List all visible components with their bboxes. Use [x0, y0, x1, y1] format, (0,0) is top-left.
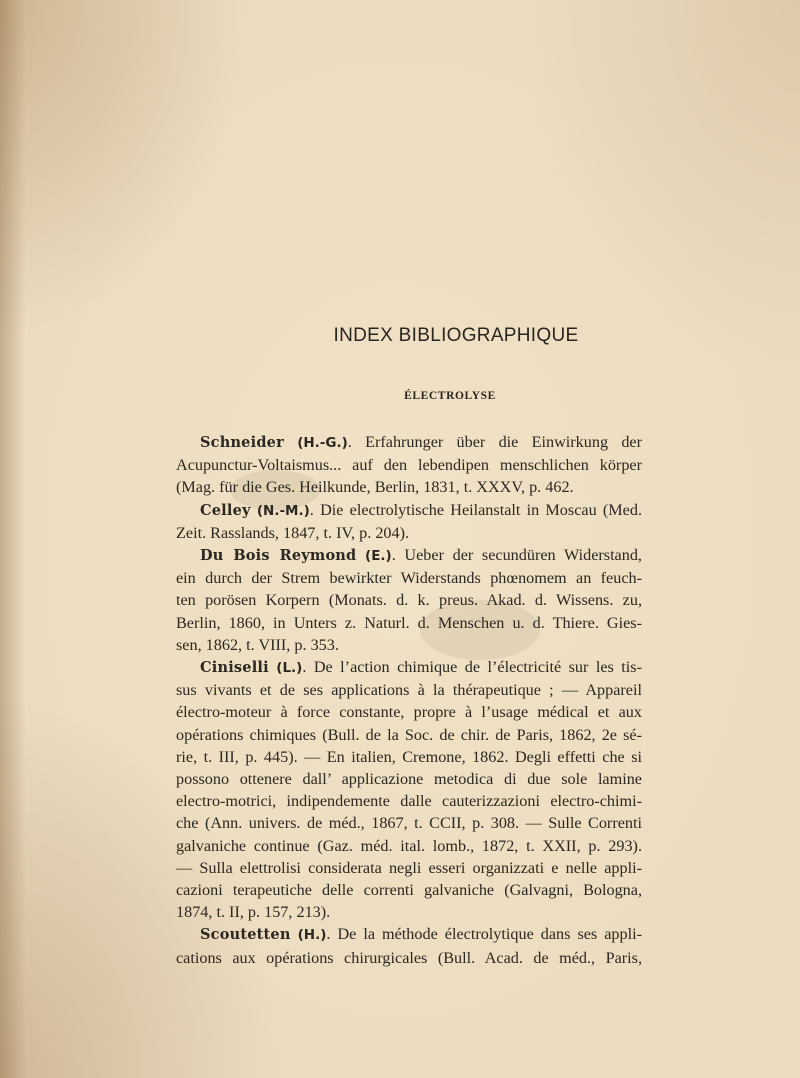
entry-text: ein durch der Strem bewirkter Widerstands phœnomem an feuch- — [176, 569, 642, 588]
entry-text: . De l’action chimique de l’électricité sur les tis- — [302, 658, 642, 677]
entry-text: Zeit. Rasslands, 1847, t. IV, p. 204). — [176, 523, 410, 542]
bibliography-entry — [176, 923, 642, 968]
entry-text: . Ueber der secundüren Widerstand, — [391, 546, 642, 565]
bibliography-entry — [176, 544, 642, 656]
entry-text: Acupunctur-Voltaismus... auf den lebendipen menschlichen körper — [176, 456, 642, 475]
author-name: Celley — [200, 501, 251, 519]
author-name: Scoutetten — [200, 926, 291, 944]
author-name: Schneider — [200, 434, 284, 451]
entry-text: sus vivants et de ses applications à la thérapeutique ; — Appareil — [176, 681, 642, 700]
author-name: Ciniselli — [200, 659, 269, 677]
entry-text: 1874, t. II, p. 157, 213). — [176, 903, 331, 922]
author-initials: (N.-M.) — [256, 502, 310, 519]
entry-text: electro-motrici, indipendemente dalle cauterizzazioni electro-chimi- — [176, 792, 642, 811]
section-subtitle: ÉLECTROLYSE — [404, 390, 496, 402]
bibliography-entry — [176, 499, 642, 544]
author-initials: (E.) — [365, 548, 392, 565]
bibliography-entry — [176, 431, 642, 499]
entry-text: opérations chimiques (Bull. de la Soc. de chir. de Paris, 1862, 2e sé- — [176, 725, 642, 744]
author-initials: (H.) — [297, 927, 327, 944]
page-title: INDEX BIBLIOGRAPHIQUE — [333, 325, 579, 346]
entry-text: rie, t. III, p. 445). — En italien, Cremone, 1862. Degli effetti che si — [176, 747, 642, 766]
entry-text: électro-moteur à force constante, propre à l’usage médical et aux — [176, 703, 642, 722]
entry-text: — Sulla elettrolisi considerata negli esseri organizzati e nelle appli- — [176, 858, 642, 877]
entry-text: cations aux opérations chirurgicales (Bull. Acad. de méd., Paris, — [176, 948, 642, 967]
entry-text: cazioni terapeutiche delle correnti galvaniche (Galvagni, Bologna, — [176, 881, 642, 900]
author-initials: (H.-G.) — [297, 435, 348, 451]
entry-text: . Die electrolytische Heilanstalt in Moscau (Med. — [309, 500, 642, 519]
entry-text: . De la méthode électrolytique dans ses appli- — [326, 925, 642, 944]
entry-text: . Erfahrunger über die Einwirkung der — [347, 433, 642, 451]
entry-text: Berlin, 1860, in Unters z. Naturl. d. Menschen u. d. Thiere. Gies- — [176, 613, 642, 632]
entry-text: galvaniche continue (Gaz. méd. ital. lomb., 1872, t. XXII, p. 293). — [176, 836, 642, 855]
bibliography-entry — [176, 656, 642, 923]
entry-text: ten porösen Korpern (Monats. d. k. preus. Akad. d. Wissens. zu, — [176, 591, 642, 610]
page-edge-shadow — [0, 0, 26, 1078]
entry-text: (Mag. für die Ges. Heilkunde, Berlin, 1831, t. XXXV, p. 462. — [176, 478, 574, 497]
entry-text: sen, 1862, t. VIII, p. 353. — [176, 635, 339, 654]
bibliography-list — [176, 431, 642, 969]
author-name: Du Bois Reymond — [200, 547, 357, 565]
author-initials: (L.) — [276, 660, 303, 677]
entry-text: che (Ann. univers. de méd., 1867, t. CCII, p. 308. — Sulle Correnti — [176, 814, 642, 833]
entry-text: possono ottenere dall’ applicazione metodica di due sole lamine — [176, 770, 642, 789]
